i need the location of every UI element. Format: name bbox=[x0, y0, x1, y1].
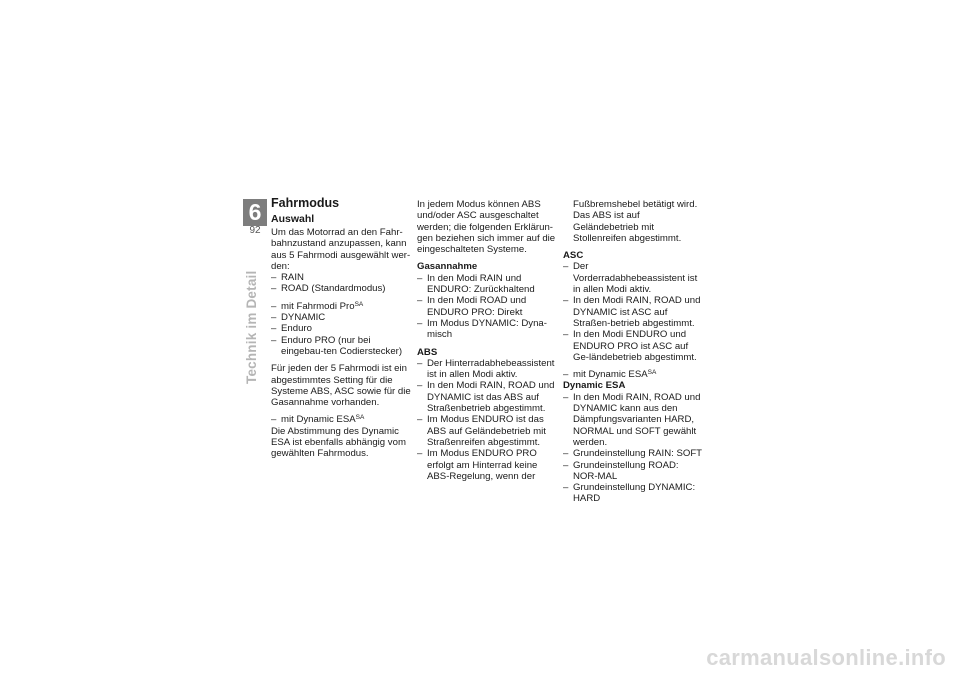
list-item: – In den Modi ROAD und ENDURO PRO: Direkt bbox=[417, 295, 527, 318]
sa-marker: SA bbox=[355, 414, 365, 422]
list-item: – Der Hinterradabhebeassistent ist in allen Modi aktiv. bbox=[417, 357, 555, 381]
heading-asc: ASC bbox=[563, 250, 584, 262]
list-item: – Im Modus ENDURO PRO erfolgt am Hinterrad keine ABS-Regelung, wenn der bbox=[417, 448, 538, 482]
subtitle-auswahl: Auswahl bbox=[271, 213, 315, 225]
pro-mode-list bbox=[271, 301, 411, 357]
list-item: – mit Fahrmodi Pro$^{SA}$ bbox=[271, 300, 364, 312]
heading-gasannahme: Gasannahme bbox=[417, 261, 478, 273]
intro-paragraph: In jedem Modus können ABS und/oder ASC ausgeschaltet werden; die folgenden Erklärun-gen beziehen sich immer auf die eingeschalteten Systeme. bbox=[417, 199, 556, 256]
setting-paragraph: Für jeden der 5 Fahrmodi ist ein abgestimmtes Setting für die Systeme ABS, ASC sowie für die Gasannahme vorhanden. bbox=[271, 363, 411, 409]
sa-marker: SA bbox=[647, 369, 657, 377]
esa-paragraph: Die Abstimmung des Dynamic ESA ist ebenfalls abhängig vom gewählten Fahrmodus. bbox=[271, 425, 406, 460]
list-item: – In den Modi RAIN, ROAD und DYNAMIC ist ASC auf Straßen-betrieb abgestimmt. bbox=[563, 295, 701, 329]
gas-list bbox=[417, 273, 557, 341]
intro-paragraph: Um das Motorrad an den Fahr-bahnzustand anzupassen, kann aus 5 Fahrmodi ausgewählt wer-den: bbox=[271, 227, 411, 272]
column-1 bbox=[271, 196, 411, 460]
list-item: – In den Modi RAIN und ENDURO: Zurückhaltend bbox=[417, 272, 535, 296]
list-item: – mit Dynamic $ESA^{SA}$ bbox=[271, 414, 365, 426]
list-item: – In den Modi RAIN, ROAD und DYNAMIC kann aus den Dämpfungsvarianten HARD, NORMAL und SOFT gewählt werden. bbox=[563, 391, 701, 448]
esa-list bbox=[563, 392, 703, 505]
heading-abs: ABS bbox=[417, 346, 438, 358]
list-item: – Enduro bbox=[271, 323, 312, 335]
heading-dynamic-esa: Dynamic ESA bbox=[563, 380, 626, 392]
list-item: – In den Modi ENDURO und ENDURO PRO ist ASC auf Ge-ländebetrieb abgestimmt. bbox=[563, 329, 697, 363]
list-item: – In den Modi RAIN, ROAD und DYNAMIC ist das ABS auf Straßenbetrieb abgestimmt. bbox=[417, 380, 555, 415]
column-3 bbox=[563, 199, 703, 505]
page-number: 92 bbox=[249, 225, 261, 236]
mode-list bbox=[271, 272, 411, 295]
chapter-number: 6 bbox=[243, 199, 267, 226]
list-item: – Grundeinstellung RAIN: SOFT bbox=[563, 448, 703, 460]
list-item: – Grundeinstellung DYNAMIC: HARD bbox=[563, 482, 696, 505]
list-item: – Im Modus ENDURO ist das ABS auf Geländebetrieb mit Straßenreifen abgestimmt. bbox=[417, 414, 546, 448]
esa-note bbox=[271, 414, 411, 425]
list-item: – ROAD (Standardmodus) bbox=[271, 283, 386, 295]
list-item: – DYNAMIC bbox=[271, 312, 326, 324]
list-item: – Im Modus DYNAMIC: Dyna-misch bbox=[417, 317, 547, 341]
abs-list bbox=[417, 358, 557, 482]
asc-list bbox=[563, 261, 703, 363]
watermark: carmanualsonline.info bbox=[706, 645, 946, 670]
list-item: – Der Vorderradabhebeassistent ist in allen Modi aktiv. bbox=[563, 261, 698, 296]
list-item: – Enduro PRO (nur bei eingebau-ten Codierstecker) bbox=[271, 334, 403, 357]
list-item: – Grundeinstellung ROAD: NOR-MAL bbox=[563, 459, 679, 482]
list-item: – mit Dynamic $ESA^{SA}$ bbox=[563, 369, 657, 381]
continued-text: Fußbremshebel betätigt wird. Das ABS ist auf Geländebetrieb mit Stollenreifen abgestimmt. bbox=[573, 199, 698, 244]
esa-note bbox=[563, 369, 703, 380]
section-side-title: Technik im Detail bbox=[244, 270, 259, 384]
column-2 bbox=[417, 199, 557, 482]
page-title: Fahrmodus bbox=[271, 196, 340, 210]
list-item: – RAIN bbox=[271, 272, 304, 284]
sa-marker: SA bbox=[354, 300, 364, 308]
